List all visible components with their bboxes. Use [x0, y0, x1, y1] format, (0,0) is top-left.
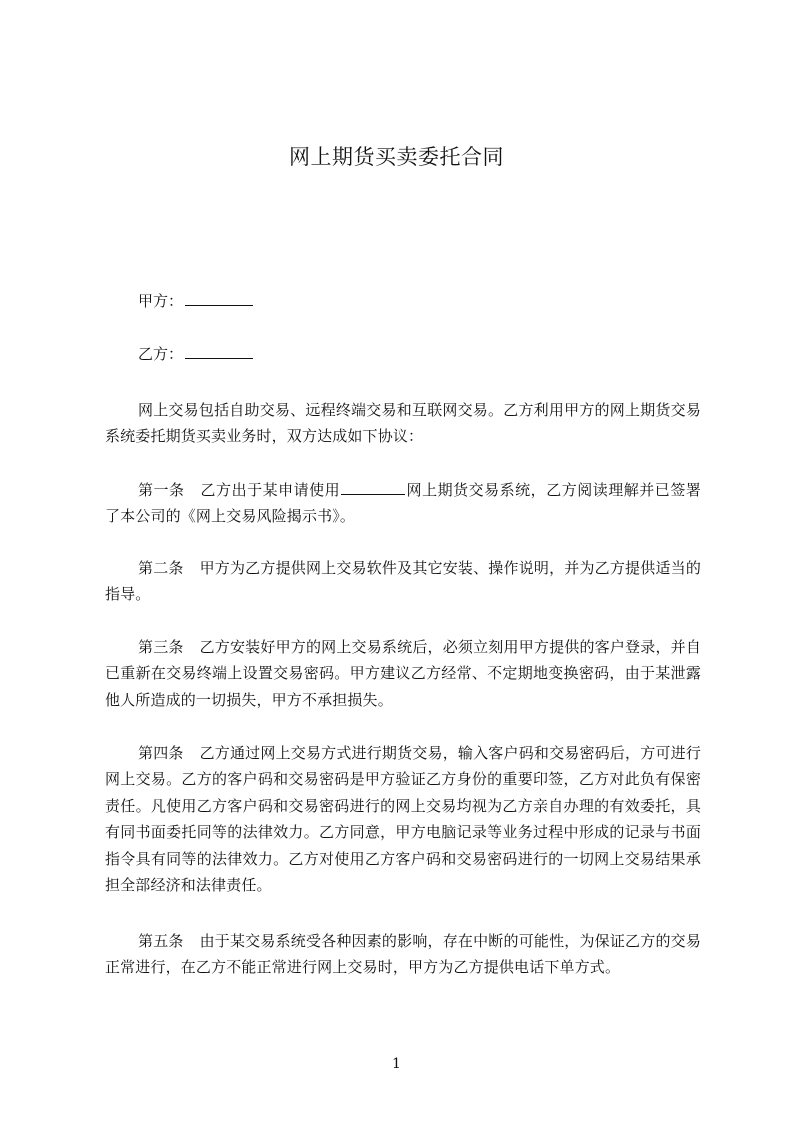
article-3-text: 乙方安装好甲方的网上交易系统后，必须立刻用甲方提供的客户登录，并自已重新在交易终端上设置交易密码。甲方建议乙方经常、不定期地变换密码，由于某泄露他人所造成的一切损失，甲方不承担损失。 — [105, 638, 701, 709]
party-a-label: 甲方： — [138, 292, 184, 310]
article-5-text: 由于某交易系统受各种因素的影响，存在中断的可能性，为保证乙方的交易正常进行，在乙方不能正常进行网上交易时，甲方为乙方提供电话下单方式。 — [105, 932, 701, 977]
page-number: 1 — [392, 1056, 401, 1072]
article-3-label: 第三条 — [138, 638, 184, 656]
party-b-blank — [185, 344, 253, 359]
article-3 — [105, 634, 701, 713]
article-1-text-after: 网上期货交易系统，乙方阅读理解并已签署了本公司的《网上交易风险揭示书》。 — [105, 481, 701, 526]
article-2-text: 甲方为乙方提供网上交易软件及其它安装、操作说明，并为乙方提供适当的指导。 — [105, 559, 701, 604]
article-4 — [105, 740, 701, 898]
article-2-label: 第二条 — [138, 559, 184, 577]
party-b-label: 乙方： — [138, 345, 184, 363]
article-1 — [105, 477, 701, 530]
party-b-line — [138, 343, 253, 365]
article-5-label: 第五条 — [138, 932, 184, 950]
party-a-blank — [185, 291, 253, 306]
document-title: 网上期货买卖委托合同 — [289, 145, 504, 169]
intro-paragraph: 网上交易包括自助交易、远程终端交易和互联网交易。乙方利用甲方的网上期货交易系统委托期货买卖业务时，双方达成如下协议： — [105, 401, 701, 446]
party-a-line — [138, 290, 253, 312]
article-1-text-before: 乙方出于某申请使用 — [200, 481, 341, 499]
article-5 — [105, 928, 701, 981]
article-4-label: 第四条 — [138, 744, 184, 762]
article-1-blank — [341, 480, 405, 495]
article-2 — [105, 555, 701, 608]
article-4-text: 乙方通过网上交易方式进行期货交易，输入客户码和交易密码后，方可进行网上交易。乙方的客户码和交易密码是甲方验证乙方身份的重要印签，乙方对此负有保密责任。凡使用乙方客户码和交易密码进行的网上交易均视为乙方亲自办理的有效委托，具有同书面委托同等的法律效力。乙方同意，甲方电脑记录等业务过程中形成的记录与书面指令具有同等的法律效力。乙方对使用乙方客户码和交易密码进行的一切网上交易结果承担全部经济和法律责任。 — [105, 744, 701, 895]
article-1-label: 第一条 — [138, 481, 185, 499]
